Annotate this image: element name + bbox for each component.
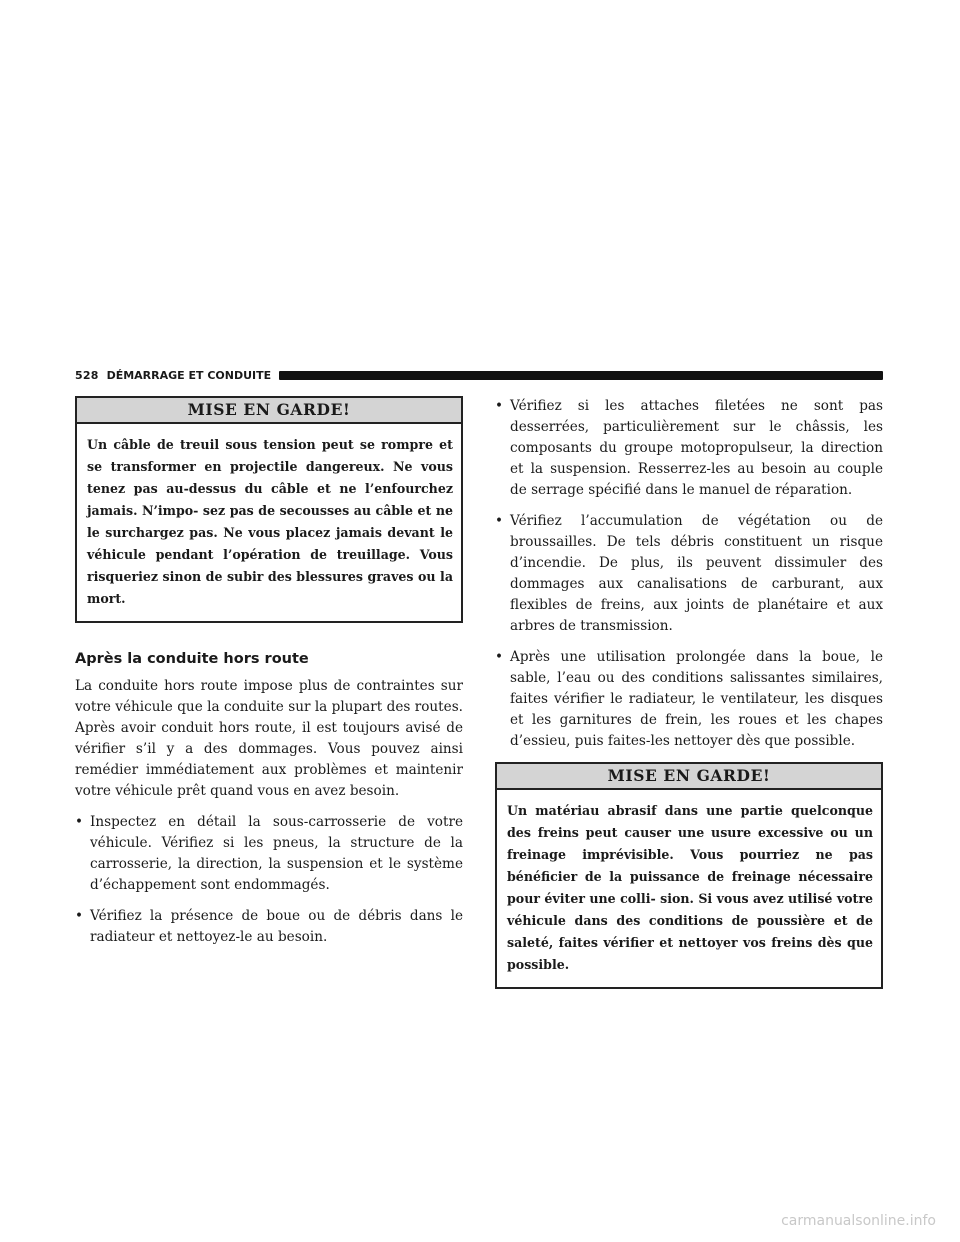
warning-title: MISE EN GARDE! <box>77 398 461 424</box>
intro-paragraph: La conduite hors route impose plus de contraintes sur votre véhicule que la conduite sur la plupart des routes. Après avoir conduit hors route, il est toujours avisé de vérifier s’il y a des dommages. Vous pouvez ainsi remédier immédiatement aux problèmes et maintenir votre véhicule prêt quand vous en avez besoin. <box>75 678 463 799</box>
list-item-text: Vérifiez l’accumulation de végétation ou de broussailles. De tels débris constituent un risque d’incendie. De plus, ils peuvent dissimuler des dommages aux canalisations de carburant, aux flexibles de freins, aux joints de planétaire et aux arbres de transmission. <box>510 513 883 634</box>
warning-text: Un matériau abrasif dans une partie quelconque des freins peut causer une usure excessive ou un freinage imprévisible. Vous pourriez ne pas bénéficier de la puissance de freinage nécessaire pour éviter une colli- sion. Si vous avez utilisé votre véhicule dans des conditions de poussière et de saleté, faites vérifier et nettoyer vos freins dès que possible. <box>507 803 873 972</box>
list-item <box>75 812 463 896</box>
warning-box-brakes <box>495 762 883 989</box>
subheading-after-offroad: Après la conduite hors route <box>75 651 309 667</box>
right-column <box>495 396 883 989</box>
bullet-icon: • <box>75 908 84 924</box>
bullet-icon: • <box>495 513 504 529</box>
list-item-text: Vérifiez si les attaches filetées ne sont pas desserrées, particulièrement sur le châssis, les composants du groupe motopropulseur, la direction et la suspension. Resserrez-les au besoin au couple de serrage spécifié dans le manuel de réparation. <box>510 398 883 498</box>
list-item-text: Inspectez en détail la sous-carrosserie de votre véhicule. Vérifiez si les pneus, la structure de la carrosserie, la direction, la suspension et le système d’échappement sont endommagés. <box>90 814 463 893</box>
bullet-icon: • <box>495 398 504 414</box>
warning-box-winch <box>75 396 463 623</box>
section-title: DÉMARRAGE ET CONDUITE <box>106 368 272 382</box>
list-item <box>495 396 883 501</box>
list-item-text: Après une utilisation prolongée dans la boue, le sable, l’eau ou des conditions salissantes similaires, faites vérifier le radiateur, le ventilateur, les disques et les garnitures de frein, les roues et les chapes d’essieu, puis faites-les nettoyer dès que possible. <box>510 649 883 749</box>
left-column <box>75 396 463 958</box>
header-rule <box>279 371 883 380</box>
bullet-icon: • <box>75 814 84 830</box>
page-header <box>75 368 883 382</box>
list-item <box>495 511 883 637</box>
list-item-text: Vérifiez la présence de boue ou de débris dans le radiateur et nettoyez-le au besoin. <box>90 908 463 945</box>
page-number: 528 <box>75 368 99 382</box>
footer-watermark: carmanualsonline.info <box>781 1213 936 1229</box>
right-bullet-list <box>495 396 883 752</box>
warning-text: Un câble de treuil sous tension peut se rompre et se transformer en projectile dangereux. Ne vous tenez pas au-dessus du câble et ne l’enfourchez jamais. N’impo- sez pas de secousses au câble et ne le surchargez pas. Ne vous placez jamais devant le véhicule pendant l’opération de treuillage. Vous risqueriez sinon de subir des blessures graves ou la mort. <box>87 437 453 606</box>
list-item <box>495 647 883 752</box>
list-item <box>75 906 463 948</box>
bullet-icon: • <box>495 649 504 665</box>
warning-title: MISE EN GARDE! <box>497 764 881 790</box>
left-bullet-list <box>75 812 463 948</box>
